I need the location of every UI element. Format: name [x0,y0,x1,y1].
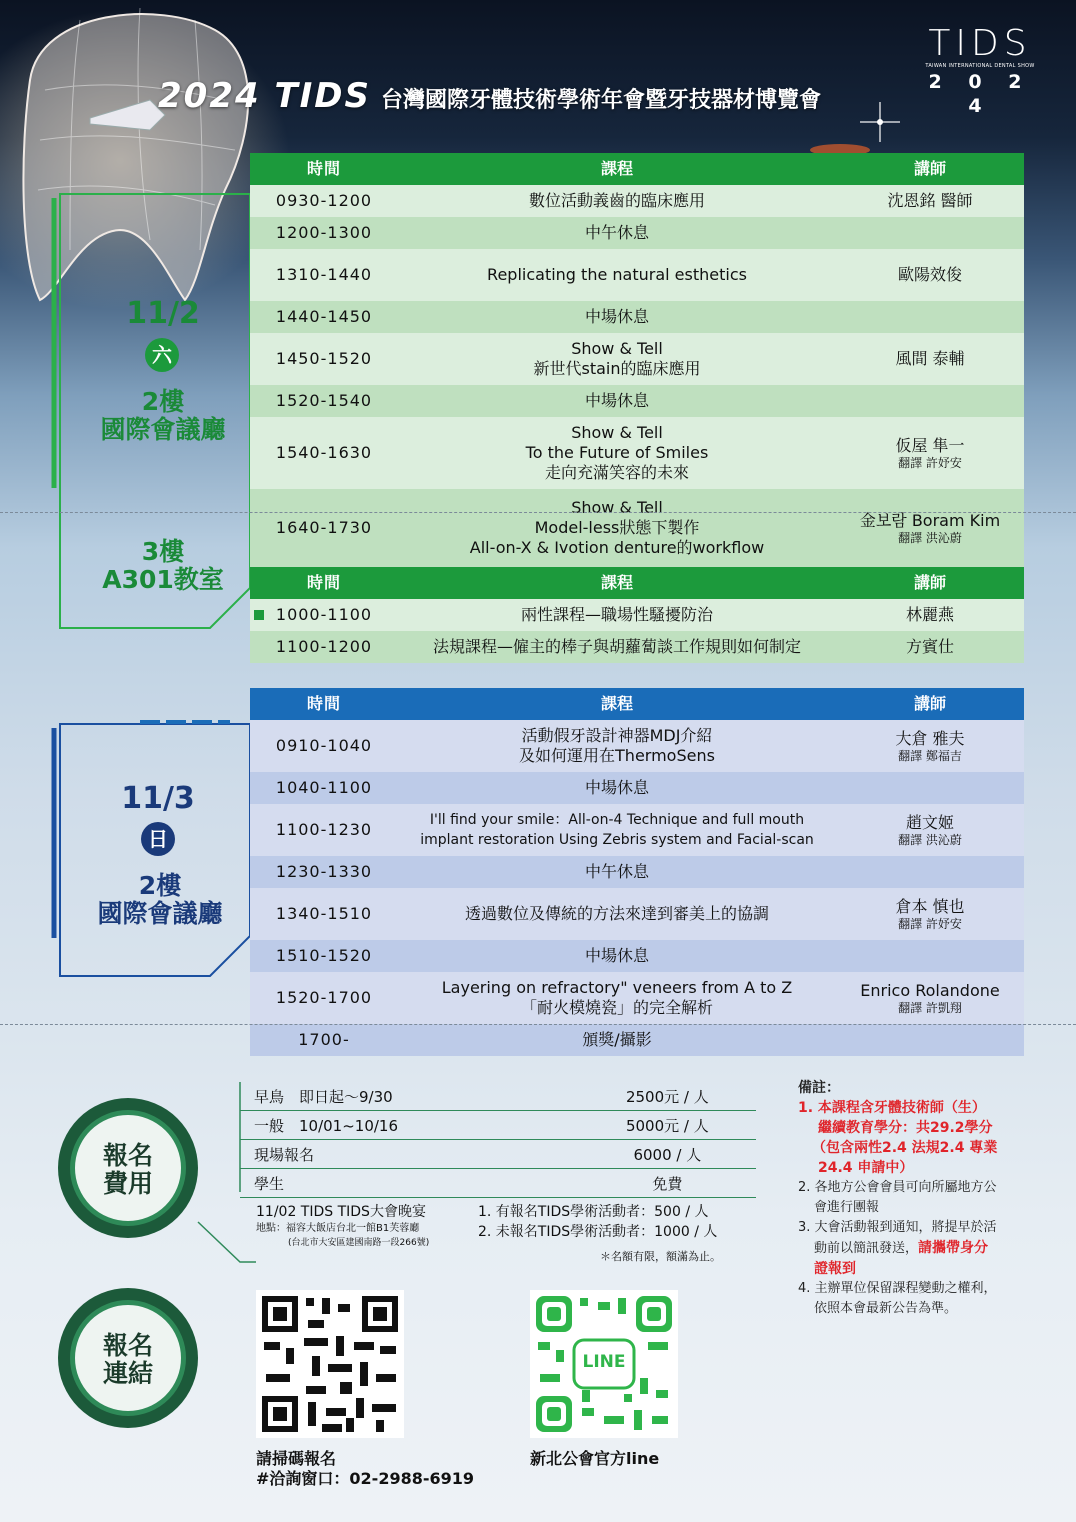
day1-weekday: 六 [152,343,172,367]
line-qr-code[interactable] [530,1290,678,1438]
table-row [250,720,1024,772]
banquet-info [256,1202,486,1250]
notes [798,1078,1038,1319]
row-course [398,489,836,567]
row-time: 0930-1200 [250,185,398,217]
table-row [250,856,1024,888]
header-course: 課程 [398,688,836,720]
day1-venue2 [60,538,266,594]
note-3-line [798,1238,1038,1259]
note-3-emphasis: 請攜帶身分 [918,1240,989,1256]
course-line: implant restoration Using Zebris system and Facial-scan [420,832,814,848]
course-line: Show & Tell [571,423,663,442]
translator: 翻譯 許妤安 [898,455,962,470]
row-course: 中場休息 [398,772,836,804]
row-course [398,333,836,385]
course-line: 及如何運用在ThermoSens [519,746,715,765]
row-speaker [836,417,1024,489]
row-time: 1520-1700 [250,972,398,1024]
note-4-line: 4. 主辦單位保留課程變動之權利， [798,1281,997,1296]
row-speaker: 風間 泰輔 [836,333,1024,385]
day2-venue-floor: 2樓 [138,871,182,900]
row-course: 數位活動義齒的臨床應用 [398,185,836,217]
day1-schedule-table [250,153,1024,663]
day2-schedule-table [250,688,1024,1056]
row-course: 透過數位及傳統的方法來達到審美上的協調 [398,888,836,940]
speaker-name: Enrico Rolandone [860,980,1000,1000]
divider [0,512,1076,513]
day1-weekday-badge [145,338,179,372]
row-speaker [836,385,1024,417]
header-course: 課程 [398,567,836,599]
day2-weekday: 日 [148,827,168,851]
header-title [158,76,821,116]
translator: 翻譯 許凱翔 [898,1000,962,1015]
header-time: 時間 [250,688,398,720]
note-4 [798,1279,1038,1319]
header-title-en: 2024 TIDS [158,76,372,116]
translator: 翻譯 許妤安 [898,916,962,931]
fee-row [240,1140,756,1169]
table-row [250,217,1024,249]
table-row [250,249,1024,301]
course-line: 活動假牙設計神器MDJ介紹 [521,726,713,745]
fee-row [240,1169,756,1198]
table-row [250,804,1024,856]
table-row [250,1024,1024,1056]
row-course: 頒獎/攝影 [398,1024,836,1056]
row-time: 1230-1330 [250,856,398,888]
speaker-name: 仮屋 隼一 [895,435,965,455]
row-speaker [836,972,1024,1024]
row-course [398,972,836,1024]
row-speaker: 沈恩銘 醫師 [836,185,1024,217]
speaker-name: 趙文姬 [905,812,954,832]
table-row [250,489,1024,567]
translator: 翻譯 洪沁蔚 [898,832,962,847]
note-1 [798,1098,1038,1178]
fee-item: 現場報名 [240,1140,579,1169]
header-speaker: 講師 [836,567,1024,599]
course-line: 「耐火模燒瓷」的完全解析 [520,998,713,1017]
row-course: 法規課程—僱主的棒子與胡蘿蔔談工作規則如何制定 [398,631,836,663]
speaker-name: 金보람 Boram Kim [859,510,1001,530]
translator: 翻譯 洪沁蔚 [898,530,962,545]
table-header [250,153,1024,185]
row-time: 1700- [250,1024,398,1056]
row-course: 中場休息 [398,385,836,417]
row-speaker [836,301,1024,333]
header-speaker: 講師 [836,153,1024,185]
table-header [250,567,1024,599]
course-line: All-on-X & Ivotion denture的workflow [469,538,765,557]
banquet-price-1: 1. 有報名TIDS學術活動者：500 / 人 [478,1204,709,1220]
speaker-name: 大倉 雅夫 [895,728,965,748]
table-row [250,385,1024,417]
fee-item: 早鳥 即日起～9/30 [240,1082,579,1111]
row-speaker [836,940,1024,972]
row-speaker: 歐陽效俊 [836,249,1024,301]
fee-badge-label [58,1142,198,1198]
row-time: 1100-1230 [250,804,398,856]
note-1-line: 24.4 申請中） [818,1160,914,1176]
link-label-text: 報名連結 [102,1331,153,1388]
header-course: 課程 [398,153,836,185]
row-course: 中午休息 [398,217,836,249]
table-row [250,301,1024,333]
table-row [250,417,1024,489]
qr-pattern [256,1290,404,1438]
row-time: 1200-1300 [250,217,398,249]
row-time: 1310-1440 [250,249,398,301]
note-1-line: 繼續教育學分：共29.2學分 [818,1120,993,1136]
header-speaker: 講師 [836,688,1024,720]
row-time: 1510-1520 [250,940,398,972]
fee-item: 學生 [240,1169,579,1198]
banquet-prices [478,1202,758,1242]
row-speaker: 林麗燕 [836,599,1024,631]
row-course [398,720,836,772]
day1-venue1-name: 國際會議廳 [100,415,226,444]
course-line: Layering on refractory" veneers from A to Z [441,978,793,997]
line-logo-text: LINE [582,1352,626,1372]
header-time: 時間 [250,153,398,185]
table-row [250,599,1024,631]
logo-year: 2 0 2 4 [928,71,1032,117]
line-caption: 新北公會官方line [530,1449,660,1468]
note-2-line: 2. 各地方公會會員可向所屬地方公 [798,1180,997,1195]
fee-table [240,1082,756,1198]
banquet-price-2: 2. 未報名TIDS學術活動者：1000 / 人 [478,1224,718,1240]
row-time: 1100-1200 [250,631,398,663]
row-course: 兩性課程—職場性騷擾防治 [398,599,836,631]
note-1-line: 1. 本課程含牙體技術師（生） [798,1100,986,1116]
fee-row [240,1082,756,1111]
fee-row [240,1111,756,1140]
course-line: Model-less狀態下製作 [534,518,700,537]
row-course: 中場休息 [398,940,836,972]
row-course: 中午休息 [398,856,836,888]
row-time: 1640-1730 [250,489,398,567]
note-2-line: 會進行團報 [814,1200,880,1215]
table-row [250,631,1024,663]
note-3-line: 證報到 [814,1261,856,1277]
link-badge-label [58,1332,198,1388]
course-line: I'll find your smile：All-on-4 Technique and full mouth [429,812,805,828]
row-time: 1440-1450 [250,301,398,333]
header-time: 時間 [250,567,398,599]
table-header [250,688,1024,720]
speaker-name: 倉本 慎也 [895,896,965,916]
row-time: 1040-1100 [250,772,398,804]
fee-price: 2500元 / 人 [579,1082,756,1111]
row-course: Replicating the natural esthetics [398,249,836,301]
course-line: To the Future of Smiles [525,443,709,462]
a301-marker [254,610,264,620]
course-line: Show & Tell [571,498,663,517]
row-speaker [836,217,1024,249]
note-3 [798,1218,1038,1279]
row-time: 1520-1540 [250,385,398,417]
row-time: 1000-1100 [250,599,398,631]
note-3-text: 動前以簡訊發送， [814,1241,919,1256]
table-row [250,185,1024,217]
row-speaker [836,720,1024,772]
row-speaker [836,888,1024,940]
course-line: 走向充滿笑容的未來 [544,463,689,482]
note-2 [798,1178,1038,1218]
day1-date: 11/2 [126,296,200,331]
row-time: 1540-1630 [250,417,398,489]
row-course [398,417,836,489]
banquet-address-detail: (台北市大安區建國南路一段266號) [288,1238,430,1248]
day1-venue2-floor: 3樓 [141,537,185,566]
contact-phone: #洽詢窗口：02-2988-6919 [256,1469,475,1488]
day1-venue1-floor: 2樓 [141,387,185,416]
notes-title: 備註： [798,1080,840,1096]
row-time: 1450-1520 [250,333,398,385]
table-row [250,888,1024,940]
fee-label-text: 報名費用 [102,1141,153,1198]
link-badge [58,1288,198,1428]
fee-price: 6000 / 人 [579,1140,756,1169]
table-row [250,772,1024,804]
translator: 翻譯 鄭福吉 [898,748,962,763]
day2-frame [50,718,260,1018]
logo-name: TIDS [928,23,1032,64]
row-speaker [836,804,1024,856]
note-1-line: （包含兩性2.4 法規2.4 專業 [812,1140,998,1156]
divider [0,1024,1076,1025]
course-line: Show & Tell [571,339,663,358]
row-course [398,804,836,856]
course-line: 新世代stain的臨床應用 [533,359,701,378]
banquet-title: 11/02 TIDS TIDS大會晚宴 [256,1204,426,1220]
row-time: 1340-1510 [250,888,398,940]
header-title-zh: 台灣國際牙體技術學術年會暨牙技器材博覽會 [381,88,822,113]
fee-item: 一般 10/01~10/16 [240,1111,579,1140]
row-speaker [836,772,1024,804]
limit-note: ＊名額有限，額滿為止。 [600,1250,721,1263]
row-speaker: 方賓仕 [836,631,1024,663]
banquet-address: 地點：福容大飯店台北一館B1芙蓉廳 [256,1223,420,1234]
day1-venue2-name: A301教室 [102,565,224,594]
table-row [250,333,1024,385]
logo-sub: TAIWAN INTERNATIONAL DENTAL SHOW [925,63,1035,69]
qr-caption: 請掃碼報名 [256,1449,337,1468]
row-speaker [836,1024,1024,1056]
fee-badge [58,1098,198,1238]
tids-logo [920,23,1040,118]
day2-venue-name: 國際會議廳 [97,899,223,928]
row-speaker [836,489,1024,567]
day2-date: 11/3 [121,781,195,816]
day1-venue1 [60,388,266,444]
fee-price: 免費 [579,1169,756,1198]
day2-venue [60,872,260,928]
row-time: 0910-1040 [250,720,398,772]
day2-weekday-badge [141,822,175,856]
registration-qr-code[interactable] [256,1290,404,1438]
fee-price: 5000元 / 人 [579,1111,756,1140]
table-row [250,940,1024,972]
note-4-line: 依照本會最新公告為準。 [814,1301,958,1316]
table-row [250,972,1024,1024]
row-speaker [836,856,1024,888]
note-3-line: 3. 大會活動報到通知，將提早於活 [798,1220,997,1235]
row-course: 中場休息 [398,301,836,333]
